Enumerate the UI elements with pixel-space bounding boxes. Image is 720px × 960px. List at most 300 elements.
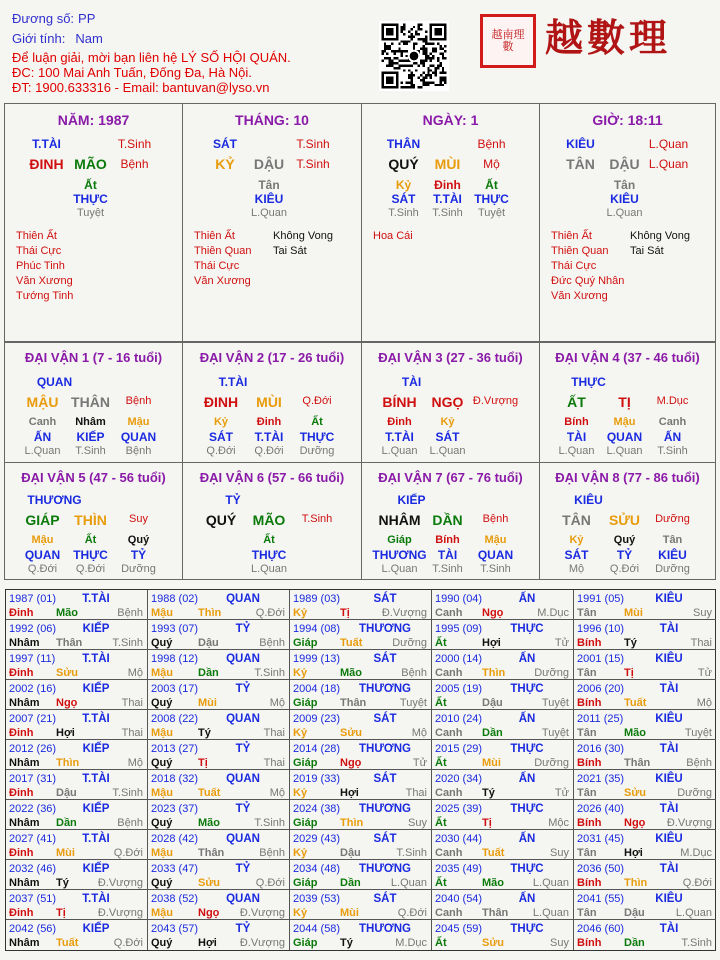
hidden-can: Mậu	[484, 534, 507, 546]
year-stage: Tử	[412, 757, 427, 769]
year-can: Canh	[435, 847, 463, 859]
year-cell[interactable]	[432, 770, 574, 800]
year-stage: Suy	[550, 937, 569, 949]
year-cell[interactable]	[148, 740, 290, 770]
dai-van-chi: TỊ	[618, 394, 631, 410]
year-label: 2041 (55)	[577, 893, 625, 905]
year-cell[interactable]	[574, 830, 716, 860]
hidden-can: Đinh	[387, 416, 412, 428]
dai-van-title: ĐẠI VẬN 5 (47 - 56 tuổi)	[21, 470, 166, 485]
year-cell[interactable]	[574, 680, 716, 710]
year-chi: Dần	[56, 817, 77, 829]
dai-van-chi: DẦN	[432, 512, 463, 528]
year-cell[interactable]	[432, 680, 574, 710]
year-cell[interactable]	[6, 890, 148, 920]
year-can: Mậu	[151, 847, 173, 859]
pillar-top-stage: Bệnh	[477, 137, 506, 151]
hidden-can: Canh	[28, 416, 57, 428]
dai-van-star: KIẾP	[397, 493, 426, 507]
star-item: Tướng Tinh	[16, 290, 74, 302]
hidden-star: TÀI	[437, 548, 458, 562]
hidden-stage: T.Sinh	[432, 563, 463, 575]
year-star: TÀI	[659, 743, 679, 755]
year-cell[interactable]	[432, 830, 574, 860]
year-label: 2029 (43)	[293, 833, 341, 845]
year-cell[interactable]	[148, 590, 290, 620]
year-can: Tân	[577, 727, 597, 739]
year-label: 2016 (30)	[577, 743, 625, 755]
year-star: KIÊU	[655, 653, 683, 665]
year-can: Quý	[151, 697, 173, 709]
year-cell[interactable]	[432, 590, 574, 620]
year-can: Tân	[577, 907, 597, 919]
contact-address: ĐC: 100 Mai Anh Tuấn, Đống Đa, Hà Nội.	[12, 65, 252, 80]
year-stage: Đ.Vượng	[239, 937, 285, 949]
year-stage: Đ.Vượng	[239, 907, 285, 919]
hidden-stage: L.Quan	[429, 445, 466, 457]
pillar-can: TÂN	[566, 156, 595, 172]
year-star: SÁT	[373, 653, 397, 665]
year-label: 1997 (11)	[9, 653, 56, 665]
star-item: Thái Cực	[16, 245, 62, 257]
year-cell[interactable]	[148, 830, 290, 860]
year-stage: L.Quan	[390, 877, 427, 889]
pillar-chi: MÙI	[434, 156, 461, 172]
owner-label: Đương số:	[12, 11, 75, 26]
year-star: TỶ	[235, 743, 251, 755]
year-cell[interactable]	[574, 620, 716, 650]
hidden-star: QUAN	[477, 548, 514, 562]
pillar-top-stage: T.Sinh	[117, 137, 152, 151]
year-label: 2013 (27)	[151, 743, 199, 755]
year-label: 1998 (12)	[151, 653, 199, 665]
year-cell[interactable]	[6, 920, 148, 950]
year-star: ẤN	[518, 893, 536, 905]
year-stage: Đ.Vượng	[666, 817, 712, 829]
year-cell[interactable]	[574, 710, 716, 740]
year-chi: Thìn	[340, 817, 364, 829]
year-stage: Tử	[697, 667, 712, 679]
hidden-star: QUAN	[24, 548, 61, 562]
year-label: 1988 (02)	[151, 593, 199, 605]
year-star: QUAN	[226, 713, 260, 725]
year-stage: Mộc	[548, 817, 569, 829]
year-label: 2031 (45)	[577, 833, 625, 845]
dai-van-title: ĐẠI VẬN 8 (77 - 86 tuổi)	[555, 470, 700, 485]
year-cell[interactable]	[6, 650, 148, 680]
year-cell[interactable]	[574, 650, 716, 680]
hidden-can: Tân	[662, 534, 683, 546]
dai-van-can: MẬU	[26, 394, 59, 410]
year-label: 2028 (42)	[151, 833, 199, 845]
year-stage: Mộ	[411, 727, 427, 739]
year-cell[interactable]	[432, 620, 574, 650]
year-chi: Sửu	[482, 937, 505, 949]
year-cell[interactable]	[6, 860, 148, 890]
year-grid	[5, 589, 716, 951]
year-cell[interactable]	[6, 740, 148, 770]
pillar-top-star: KIÊU	[566, 137, 595, 151]
star-item: Không Vong	[273, 230, 333, 242]
year-star: ẤN	[518, 773, 536, 785]
year-cell[interactable]	[574, 770, 716, 800]
year-star: T.TÀI	[82, 893, 110, 905]
year-chi: Tý	[340, 937, 353, 949]
hidden-stage: L.Quan	[250, 207, 288, 219]
year-can: Bính	[577, 817, 602, 829]
year-chi: Dần	[198, 667, 219, 679]
hidden-star: ẤN	[33, 430, 52, 444]
year-label: 2010 (24)	[435, 713, 483, 725]
hidden-can: Bính	[435, 534, 460, 546]
year-star: KIẾP	[82, 863, 110, 875]
year-cell[interactable]	[6, 830, 148, 860]
dai-van-can: ẤT	[567, 394, 586, 410]
year-stage: Suy	[693, 607, 712, 619]
dai-van-stage: Bệnh	[482, 513, 509, 525]
year-cell[interactable]	[290, 710, 432, 740]
year-label: 2015 (29)	[435, 743, 483, 755]
year-cell[interactable]	[148, 800, 290, 830]
year-chi: Tý	[482, 787, 495, 799]
year-stage: T.Sinh	[254, 817, 285, 829]
year-chi: Ngọ	[624, 817, 646, 829]
star-item: Thái Cực	[551, 260, 597, 272]
dai-van-title: ĐẠI VẬN 7 (67 - 76 tuổi)	[378, 470, 523, 485]
pillar-top-stage: L.Quan	[648, 137, 689, 151]
hidden-star: KIÊU	[254, 192, 284, 206]
hidden-star: KIÊU	[658, 548, 687, 562]
qr-code-icon[interactable]	[379, 21, 449, 91]
dai-van-stage: M.Dục	[656, 395, 689, 407]
year-cell[interactable]	[148, 620, 290, 650]
year-cell[interactable]	[574, 890, 716, 920]
year-chi: Hợi	[624, 847, 643, 859]
year-can: Kỷ	[293, 667, 308, 679]
year-star: T.TÀI	[82, 773, 110, 785]
year-label: 1989 (03)	[293, 593, 341, 605]
year-cell[interactable]	[148, 860, 290, 890]
hidden-stage: Bệnh	[125, 445, 152, 457]
pillar-chi: DẬU	[609, 156, 640, 172]
year-label: 2045 (59)	[435, 923, 483, 935]
dai-van-chi: SỬU	[608, 512, 641, 528]
year-cell[interactable]	[6, 710, 148, 740]
year-cell[interactable]	[290, 740, 432, 770]
hidden-star: SÁT	[391, 192, 416, 206]
year-star: TỶ	[235, 683, 251, 695]
star-item: Không Vong	[630, 230, 690, 242]
year-star: THỰC	[510, 863, 544, 875]
year-can: Tân	[577, 607, 597, 619]
year-stage: Dưỡng	[534, 667, 569, 679]
year-chi: Tị	[624, 667, 634, 679]
year-cell[interactable]	[148, 650, 290, 680]
year-cell[interactable]	[574, 740, 716, 770]
pillar-stage: Bệnh	[120, 157, 149, 171]
year-can: Đinh	[9, 847, 34, 859]
year-cell[interactable]	[6, 800, 148, 830]
year-can: Ất	[435, 877, 447, 889]
dai-van-can: GIÁP	[25, 512, 60, 528]
pillar-chi: DẬU	[253, 156, 285, 172]
year-cell[interactable]	[148, 920, 290, 950]
star-item: Tai Sát	[630, 245, 664, 257]
dai-van-star: T.TÀI	[218, 375, 248, 389]
year-can: Bính	[577, 697, 602, 709]
year-can: Ất	[435, 817, 447, 829]
year-stage: T.Sinh	[254, 667, 285, 679]
year-cell[interactable]	[290, 860, 432, 890]
dai-van-stage: Bệnh	[125, 395, 152, 407]
year-can: Ất	[435, 757, 447, 769]
year-label: 2027 (41)	[9, 833, 57, 845]
year-can: Kỷ	[293, 727, 308, 739]
dai-van-stage: Suy	[129, 513, 148, 525]
year-chi: Ngọ	[482, 607, 504, 619]
year-label: 2014 (28)	[293, 743, 341, 755]
year-star: TỶ	[235, 803, 251, 815]
year-cell[interactable]	[148, 770, 290, 800]
star-item: Tai Sát	[273, 245, 307, 257]
hidden-can: Ất	[485, 178, 498, 192]
year-can: Bính	[577, 877, 602, 889]
year-cell[interactable]	[6, 590, 148, 620]
year-can: Ất	[435, 937, 447, 949]
hidden-can: Ất	[311, 416, 323, 428]
year-cell[interactable]	[290, 920, 432, 950]
hidden-stage: Dưỡng	[299, 445, 335, 457]
year-stage: Thai	[121, 697, 143, 709]
year-chi: Tuất	[624, 697, 647, 709]
year-chi: Tị	[56, 907, 66, 919]
year-label: 2023 (37)	[151, 803, 199, 815]
year-chi: Sửu	[340, 727, 363, 739]
year-chi: Tý	[56, 877, 69, 889]
owner-line	[12, 11, 95, 27]
year-cell[interactable]	[432, 890, 574, 920]
year-can: Giáp	[293, 937, 318, 949]
hidden-stage: Dưỡng	[655, 563, 690, 575]
pillar-title: NGÀY: 1	[422, 112, 479, 128]
year-cell[interactable]	[6, 620, 148, 650]
dai-van-title: ĐẠI VẬN 1 (7 - 16 tuổi)	[24, 350, 163, 365]
dai-van-star: THỰC	[571, 375, 606, 389]
year-chi: Tuất	[340, 637, 363, 649]
year-stage: M.Dục	[537, 607, 569, 619]
year-cell[interactable]	[290, 680, 432, 710]
year-chi: Tị	[340, 607, 350, 619]
year-chi: Mão	[198, 817, 220, 829]
dai-van-stage: T.Sinh	[301, 513, 333, 525]
year-label: 2044 (58)	[293, 923, 341, 935]
year-stage: M.Dục	[395, 937, 427, 949]
hidden-stage: L.Quan	[381, 445, 418, 457]
year-star: THƯƠNG	[359, 803, 411, 815]
year-cell[interactable]	[290, 650, 432, 680]
year-cell[interactable]	[432, 800, 574, 830]
year-stage: Bệnh	[117, 817, 143, 829]
pillar-chi: MÃO	[74, 156, 107, 172]
year-cell[interactable]	[432, 740, 574, 770]
hidden-can: Quý	[613, 534, 636, 546]
year-chi: Thìn	[482, 667, 506, 679]
hidden-stage: L.Quan	[606, 207, 643, 219]
year-star: KIÊU	[655, 593, 683, 605]
year-star: TÀI	[659, 863, 679, 875]
year-label: 2000 (14)	[435, 653, 483, 665]
year-can: Nhâm	[9, 697, 40, 709]
year-star: SÁT	[373, 773, 397, 785]
year-stage: Tử	[554, 637, 569, 649]
hidden-stage: T.Sinh	[75, 445, 106, 457]
hidden-can: Ất	[263, 534, 275, 546]
year-chi: Dậu	[198, 637, 219, 649]
year-cell[interactable]	[574, 590, 716, 620]
year-star: QUAN	[226, 773, 260, 785]
brand-title	[545, 10, 671, 66]
year-label: 1991 (05)	[577, 593, 625, 605]
year-can: Giáp	[293, 637, 318, 649]
year-chi: Dậu	[482, 697, 503, 709]
star-item: Văn Xương	[551, 290, 608, 302]
year-cell[interactable]	[290, 620, 432, 650]
year-can: Đinh	[9, 727, 34, 739]
year-label: 1995 (09)	[435, 623, 483, 635]
year-cell[interactable]	[6, 770, 148, 800]
year-stage: Q.Đới	[113, 847, 143, 859]
year-cell[interactable]	[432, 710, 574, 740]
year-can: Mậu	[151, 727, 173, 739]
dai-van-can: BÍNH	[382, 394, 417, 410]
year-chi: Mùi	[56, 847, 75, 859]
pillar-stage: L.Quan	[648, 157, 689, 171]
hidden-can: Nhâm	[75, 416, 106, 428]
year-label: 2012 (26)	[9, 743, 57, 755]
hidden-star: KIÊU	[610, 192, 639, 206]
hidden-star: QUAN	[606, 430, 643, 444]
year-chi: Mão	[56, 607, 78, 619]
year-cell[interactable]	[432, 650, 574, 680]
dai-van-stage: Đ.Vượng	[472, 395, 519, 407]
year-can: Quý	[151, 877, 173, 889]
dai-van-can: NHÂM	[378, 512, 421, 528]
hidden-can: Bính	[564, 416, 589, 428]
year-star: THƯƠNG	[359, 683, 411, 695]
year-can: Nhâm	[9, 637, 40, 649]
year-chi: Tý	[198, 727, 211, 739]
year-chi: Dậu	[340, 847, 361, 859]
year-star: SÁT	[373, 893, 397, 905]
year-label: 2034 (48)	[293, 863, 341, 875]
year-can: Quý	[151, 637, 173, 649]
year-stage: Thai	[690, 637, 712, 649]
year-cell[interactable]	[574, 920, 716, 950]
hidden-stage: T.Sinh	[480, 563, 511, 575]
year-chi: Tuất	[198, 787, 221, 799]
year-cell[interactable]	[290, 890, 432, 920]
year-star: KIẾP	[82, 923, 110, 935]
year-cell[interactable]	[574, 860, 716, 890]
year-stage: M.Dục	[680, 847, 712, 859]
year-star: THƯƠNG	[359, 863, 411, 875]
year-stage: L.Quan	[532, 877, 569, 889]
year-stage: Đ.Vượng	[97, 877, 143, 889]
pillar-stage: Mộ	[483, 157, 500, 171]
year-stage: Bệnh	[686, 757, 712, 769]
hidden-stage: Q.Đới	[609, 563, 640, 575]
pillar-stage: T.Sinh	[296, 157, 330, 171]
year-label: 2022 (36)	[9, 803, 57, 815]
seal-text: 越南理數	[491, 28, 525, 53]
star-item: Đức Quý Nhân	[551, 275, 625, 287]
year-can: Quý	[151, 757, 173, 769]
year-stage: Q.Đới	[255, 607, 285, 619]
year-stage: Tuyệt	[684, 727, 712, 739]
year-chi: Mão	[482, 877, 504, 889]
year-cell[interactable]	[290, 770, 432, 800]
year-can: Tân	[577, 667, 597, 679]
year-can: Giáp	[293, 877, 318, 889]
year-star: THƯƠNG	[359, 923, 411, 935]
year-cell[interactable]	[148, 890, 290, 920]
year-label: 2032 (46)	[9, 863, 57, 875]
year-chi: Thân	[198, 847, 225, 859]
year-cell[interactable]	[574, 800, 716, 830]
year-cell[interactable]	[432, 860, 574, 890]
year-label: 2024 (38)	[293, 803, 341, 815]
year-stage: Bệnh	[259, 637, 285, 649]
year-cell[interactable]	[290, 830, 432, 860]
star-item: Thiên Quan	[551, 245, 609, 257]
year-star: THƯƠNG	[359, 623, 411, 635]
year-cell[interactable]	[290, 590, 432, 620]
year-chi: Dần	[624, 937, 645, 949]
year-chi: Thân	[340, 697, 367, 709]
year-cell[interactable]	[148, 680, 290, 710]
year-label: 2002 (16)	[9, 683, 57, 695]
hidden-can: Giáp	[387, 534, 412, 546]
year-label: 2003 (17)	[151, 683, 199, 695]
hidden-can: Mậu	[31, 534, 54, 546]
year-label: 1999 (13)	[293, 653, 341, 665]
year-can: Mậu	[151, 607, 173, 619]
contact-phone-email[interactable]: ĐT: 1900.633316 - Email: bantuvan@lyso.vn	[12, 80, 270, 95]
star-item: Hoa Cái	[373, 230, 413, 242]
dai-van-8	[539, 462, 716, 580]
year-label: 2001 (15)	[577, 653, 625, 665]
hidden-stage: L.Quan	[381, 563, 418, 575]
year-cell[interactable]	[6, 680, 148, 710]
pillar-1	[4, 103, 183, 342]
hidden-can: Tân	[613, 178, 636, 192]
year-stage: L.Quan	[675, 907, 712, 919]
year-label: 2017 (31)	[9, 773, 57, 785]
hidden-can: Quý	[127, 534, 150, 546]
hidden-stage: T.Sinh	[657, 445, 688, 457]
dai-van-title: ĐẠI VẬN 2 (17 - 26 tuổi)	[199, 350, 345, 365]
year-chi: Hợi	[340, 787, 359, 799]
year-cell[interactable]	[148, 710, 290, 740]
year-stage: Thai	[263, 727, 285, 739]
year-stage: Mộ	[269, 787, 285, 799]
year-cell[interactable]	[290, 800, 432, 830]
dai-van-1	[4, 342, 183, 463]
year-cell[interactable]	[432, 920, 574, 950]
hidden-can: Mậu	[613, 416, 636, 428]
year-can: Quý	[151, 937, 173, 949]
year-can: Đinh	[9, 787, 34, 799]
